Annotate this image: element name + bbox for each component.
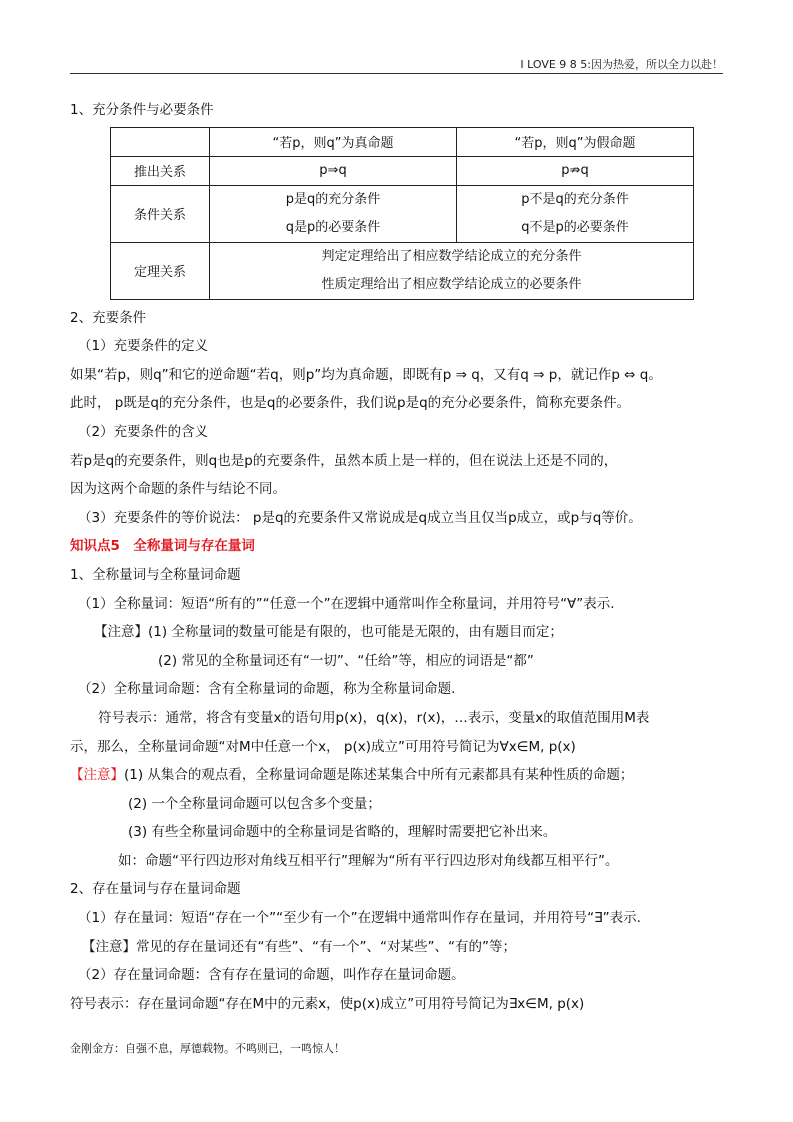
document-body	[70, 96, 730, 1018]
header-rule	[70, 73, 723, 74]
paragraph-line: 此时， p既是q的充分条件，也是q的必要条件，我们说p是q的充分必要条件，简称充要条件。	[70, 395, 631, 412]
table-cell	[457, 185, 694, 242]
cell-line: q是p的必要条件	[285, 219, 381, 235]
page-header: I LOVE 9 8 5:因为热爱，所以全力以赴！	[520, 58, 723, 71]
condition-table	[110, 127, 694, 300]
section-title: 1、充分条件与必要条件	[70, 102, 214, 118]
paragraph-line: 若p是q的充要条件，则q也是p的充要条件，虽然本质上是一样的，但在说法上还是不同的，	[70, 452, 618, 469]
table-header-true: “若p，则q”为真命题	[210, 127, 457, 156]
note-line: 【注意】常见的存在量词还有“有些”、“有一个”、“对某些”、“有的”等；	[82, 938, 516, 955]
knowledge-point-title: 知识点5 全称量词与存在量词	[70, 538, 255, 555]
note-label: 【注意】	[70, 767, 124, 784]
note-line: (3) 有些全称量词命题中的全称量词是省略的，理解时需要把它补出来。	[128, 824, 557, 841]
cell-line: p不是q的充分条件	[521, 191, 629, 207]
note-line: (2) 常见的全称量词还有“一切”、“任给”等，相应的词语是“都”	[158, 652, 534, 669]
row-label: 条件关系	[111, 185, 210, 242]
paragraph-line: （1）存在量词：短语“存在一个”“至少有一个”在逻辑中通常叫作存在量词，并用符号“∃”表示.	[78, 910, 641, 927]
row-label: 定理关系	[111, 242, 210, 299]
cell-line: p是q的充分条件	[285, 191, 381, 207]
cell-line: 判定定理给出了相应数学结论成立的充分条件	[321, 248, 582, 264]
paragraph-line: （2）存在量词命题：含有存在量词的命题，叫作存在量词命题。	[78, 967, 465, 984]
paragraph-line: 如果“若p，则q”和它的逆命题“若q，则p”均为真命题，即既有p ⇒ q，又有q ⇒ p，就记作p ⇔ q。	[70, 366, 662, 383]
note-line: (2) 一个全称量词命题可以包含多个变量；	[128, 795, 381, 812]
paragraph-line: （2）全称量词命题：含有全称量词的命题，称为全称量词命题.	[78, 681, 456, 698]
cell-line: q不是p的必要条件	[521, 219, 629, 235]
section-title: 2、存在量词与存在量词命题	[70, 881, 241, 898]
section-title: 1、全称量词与全称量词命题	[70, 566, 241, 583]
note-line: 【注意】(1) 全称量词的数量可能是有限的，也可能是无限的，由有题目而定；	[94, 624, 563, 641]
table-cell: p⇏q	[457, 156, 694, 185]
paragraph-line: （1）全称量词：短语“所有的”“任意一个”在逻辑中通常叫作全称量词，并用符号“∀”表示.	[78, 595, 615, 612]
paragraph-line: （3）充要条件的等价说法： p是q的充要条件又常说成是q成立当且仅当p成立，或p与q等价。	[78, 509, 642, 526]
table-header-false: “若p，则q”为假命题	[457, 127, 694, 156]
note-line	[70, 761, 730, 790]
section-title: 2、充要条件	[70, 309, 147, 326]
example-line: 如：命题“平行四边形对角线互相平行”理解为“所有平行四边形对角线都互相平行”。	[118, 852, 619, 869]
page-footer: 金刚金方：自强不息，厚德载物。不鸣则已，一鸣惊人！	[70, 1042, 345, 1055]
paragraph-line: 符号表示：存在量词命题“存在M中的元素x，使p(x)成立”可用符号简记为∃x∈M, p(x)	[70, 995, 585, 1012]
paragraph-line: 因为这两个命题的条件与结论不同。	[70, 481, 286, 498]
row-label: 推出关系	[111, 156, 210, 185]
note-text: (1) 从集合的观点看，全称量词命题是陈述某集合中所有元素都具有某种性质的命题；	[124, 767, 634, 784]
subsection-title: （2）充要条件的含义	[78, 423, 209, 440]
subsection-title: （1）充要条件的定义	[78, 338, 209, 355]
table-cell-merged	[210, 242, 694, 299]
table-corner	[111, 127, 210, 156]
paragraph-line: 符号表示：通常，将含有变量x的语句用p(x)，q(x)，r(x)，…表示，变量x的取值范围用M表	[98, 709, 650, 726]
paragraph-line: 示，那么，全称量词命题“对M中任意一个x， p(x)成立”可用符号简记为∀x∈M, p(x)	[70, 738, 576, 755]
cell-line: 性质定理给出了相应数学结论成立的必要条件	[321, 276, 582, 292]
table-cell: p⇒q	[210, 156, 457, 185]
table-cell	[210, 185, 457, 242]
